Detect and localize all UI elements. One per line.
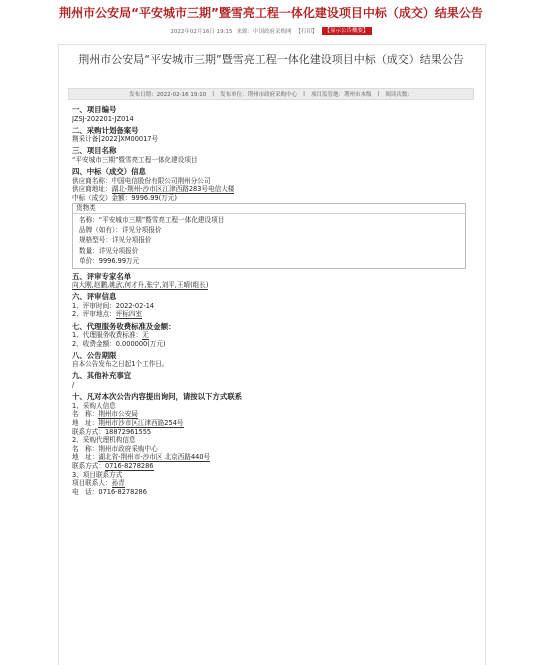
section-heading: 二、采购计划备案号 (72, 125, 139, 135)
header-subline (0, 24, 542, 38)
goods-table (72, 203, 466, 269)
project-number: JZSJ-202201-JZ014 (72, 114, 134, 123)
meta-read-count: 阅读次数： (385, 92, 413, 98)
section-heading: 七、代理服务收费标准及金额： (72, 321, 176, 331)
buyer-name: 名 称：荆州市公安局 (72, 410, 138, 419)
meta-publish-date: 发布日期：2022-02-16 19:10 (129, 92, 207, 98)
goods-table-header: 货物类 (73, 204, 465, 214)
project-contact-heading: 3、项目联系方式 (72, 470, 123, 479)
page-header-title: 荆州市公安局“平安城市三期”暨雪亮工程一体化建设项目中标（成交）结果公告 (59, 5, 483, 20)
goods-price: 单价：9996.99万元 (79, 256, 140, 265)
article-title: 荆州市公安局“平安城市三期”暨雪亮工程一体化建设项目中标（成交）结果公告 (78, 53, 464, 66)
section-heading: 五、评审专家名单 (72, 271, 132, 281)
expert-list: 向大刚,赵鹏,姚武,何才升,张宁,刘平,王晴(组长) (72, 281, 209, 290)
section-heading: 一、项目编号 (72, 105, 117, 114)
review-time: 1、评审时间：2022-02-14 (72, 301, 155, 310)
print-link[interactable]: 【打印】 (295, 29, 318, 35)
header-date: 2022年02月16日 19:15 (170, 29, 233, 35)
fee-standard: 1、代理服务收费标准：无 (72, 331, 149, 340)
section-heading: 六、评审信息 (72, 292, 117, 302)
goods-spec: 规格型号：详见分项报价 (79, 236, 152, 245)
article-content (72, 106, 472, 496)
meta-separator: | (303, 91, 305, 97)
award-amount: 中标（成交）金额：9996.99(万元) (72, 193, 177, 202)
meta-separator: | (377, 91, 380, 97)
section-heading: 三、项目名称 (72, 146, 117, 156)
plan-number: 荆采计备[2022]XM00017号 (72, 135, 159, 144)
section-heading: 八、公告期限 (72, 350, 117, 360)
other-matters: / (72, 381, 75, 390)
goods-brand: 品牌（如有）：详见分项报价 (79, 226, 162, 235)
section-heading: 四、中标（成交）信息 (72, 167, 146, 177)
show-summary-button[interactable]: 【显示公告概要】 (322, 27, 372, 35)
agent-info-heading: 2、采购代理机构信息 (72, 436, 136, 445)
buyer-address: 地 址：荆州市沙市区江津西路254号 (72, 418, 184, 427)
project-contact-person: 项目联系人：孙青 (72, 479, 125, 488)
buyer-info-heading: 1、采购人信息 (72, 401, 116, 410)
supplier-address: 供应商地址：湖北-荆州-沙市区江津西路283号电信大楼 (72, 185, 235, 194)
agent-name: 名 称：荆州市政府采购中心 (72, 444, 158, 453)
buyer-phone: 联系方式：18872961555 (72, 427, 152, 436)
article-meta-bar (68, 88, 474, 100)
project-name: “平安城市三期”暨雪亮工程一体化建设项目 (72, 155, 198, 164)
agent-phone: 联系方式：0716-8278286 (72, 461, 154, 470)
goods-table-body (73, 214, 465, 268)
meta-publisher: 发布单位：荆州市政府采购中心 (220, 92, 298, 98)
fee-amount: 2、收费金额：0.000000(万元) (72, 339, 166, 348)
meta-separator: | (212, 91, 215, 97)
agent-address: 地 址：湖北省-荆州市-沙市区 北京西路440号 (72, 453, 211, 462)
section-heading: 九、其他补充事宜 (72, 371, 132, 381)
supplier-name: 供应商名称：中国电信股份有限公司荆州分公司 (72, 176, 211, 185)
meta-region: 项目监管地：荆州市本级 (310, 92, 372, 98)
project-contact-phone: 电 话：0716-8278286 (72, 487, 147, 496)
notice-period: 自本公告发布之日起1个工作日。 (72, 360, 169, 369)
header-source: 来源：中国政府采购网 (236, 29, 292, 35)
review-place: 2、评审地点：评标四室 (72, 310, 143, 319)
section-heading: 十、凡对本次公告内容提出询问，请按以下方式联系 (72, 392, 242, 402)
goods-name: 名称：“平安城市三期”暨雪亮工程一体化建设项目 (79, 216, 225, 225)
goods-quantity: 数量：详见分项报价 (79, 246, 139, 255)
